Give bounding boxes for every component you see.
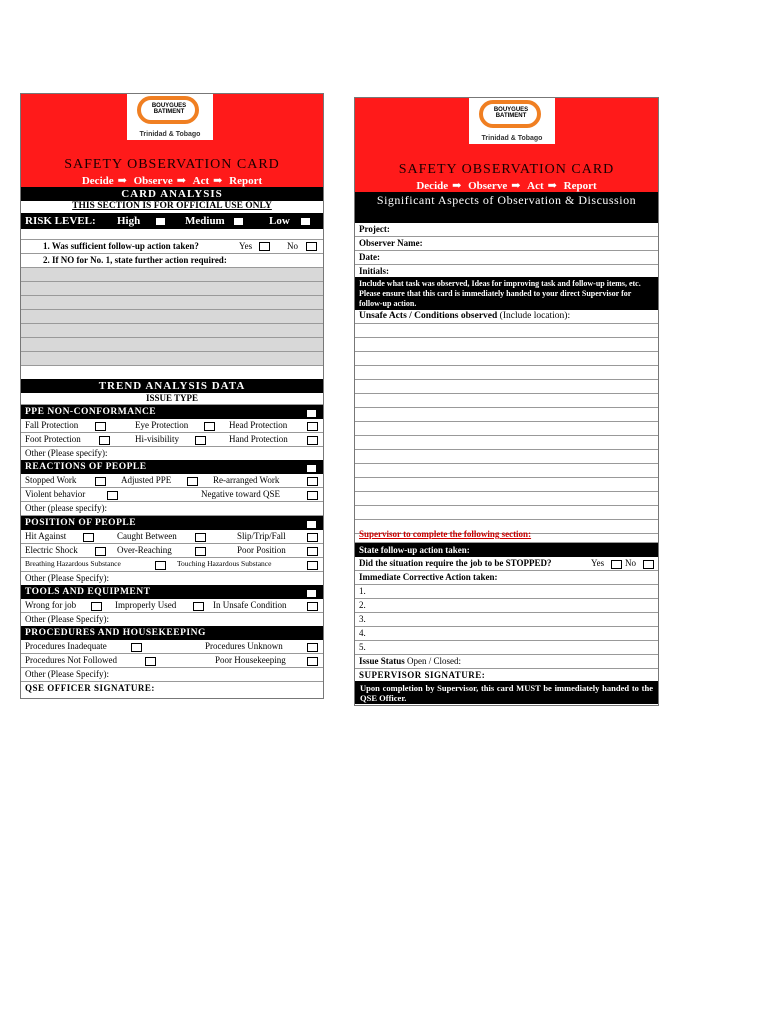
logo-location: Trinidad & Tobago	[139, 131, 201, 138]
step-report: Report	[563, 180, 597, 192]
question-2: 2. If NO for No. 1, state further action required:	[43, 255, 227, 265]
slip-trip-fall-label: Slip/Trip/Fall	[237, 531, 286, 541]
procedures-unknown-label: Procedures Unknown	[205, 641, 283, 651]
hand-protection-label: Hand Protection	[229, 434, 288, 444]
action-line[interactable]	[21, 338, 323, 352]
observation-line[interactable]	[355, 380, 658, 394]
breathing-hazardous-label: Breathing Hazardous Substance	[25, 559, 121, 568]
corrective-label: Immediate Corrective Action taken:	[359, 572, 498, 582]
steps	[21, 174, 323, 187]
observation-line[interactable]	[355, 338, 658, 352]
corrective-item-5[interactable]	[355, 641, 658, 655]
caught-between-label: Caught Between	[117, 531, 177, 541]
stopped-work-label: Stopped Work	[25, 475, 77, 485]
risk-low-checkbox[interactable]	[300, 217, 311, 226]
violent-behavior-checkbox[interactable]	[107, 491, 118, 500]
poor-housekeeping-label: Poor Housekeeping	[215, 655, 286, 665]
corrective-item-3[interactable]	[355, 613, 658, 627]
hand-protection-checkbox[interactable]	[307, 436, 318, 445]
arrow-right-icon: ➡	[547, 180, 557, 192]
electric-shock-checkbox[interactable]	[95, 547, 106, 556]
arrow-right-icon: ➡	[511, 180, 521, 192]
step-act: Act	[527, 180, 544, 192]
logo-text: BOUYGUES BATIMENT	[151, 103, 187, 115]
action-line[interactable]	[21, 296, 323, 310]
reactions-row-1	[21, 474, 323, 488]
card-analysis-heading: CARD ANALYSIS	[21, 187, 323, 201]
over-reaching-label: Over-Reaching	[117, 545, 172, 555]
q1-yes-label: Yes	[239, 241, 253, 251]
touching-hazardous-checkbox[interactable]	[307, 561, 318, 570]
arrow-right-icon: ➡	[117, 175, 127, 187]
observation-line[interactable]	[355, 366, 658, 380]
foot-protection-checkbox[interactable]	[99, 436, 110, 445]
stopped-question-row	[355, 557, 658, 571]
position-heading	[21, 516, 323, 530]
corrective-item-2[interactable]	[355, 599, 658, 613]
risk-low-label: Low	[269, 215, 290, 227]
corrective-row	[355, 571, 658, 585]
unsafe-acts-rest: (Include location):	[499, 311, 571, 321]
stopped-no-label: No	[625, 558, 636, 568]
issue-status-bold: Issue Status	[359, 656, 405, 666]
arrow-right-icon: ➡	[452, 180, 462, 192]
risk-high-label: High	[117, 215, 141, 227]
observation-line[interactable]	[355, 436, 658, 450]
ppe-checkbox[interactable]	[306, 409, 317, 418]
observation-line[interactable]	[355, 492, 658, 506]
q1-no-checkbox[interactable]	[306, 242, 317, 251]
logo-text: BOUYGUES BATIMENT	[493, 107, 529, 119]
significant-aspects-heading: Significant Aspects of Observation & Discussion	[355, 192, 658, 223]
eye-protection-checkbox[interactable]	[204, 422, 215, 431]
reactions-other-label: Other (please specify):	[25, 503, 107, 513]
official-use-note: THIS SECTION IS FOR OFFICIAL USE ONLY	[21, 201, 323, 214]
question-1-row	[21, 240, 323, 254]
over-reaching-checkbox[interactable]	[195, 547, 206, 556]
poor-position-label: Poor Position	[237, 545, 286, 555]
step-decide: Decide	[416, 180, 449, 192]
improperly-used-checkbox[interactable]	[193, 602, 204, 611]
item-number: 2.	[359, 600, 366, 610]
risk-level-row	[21, 213, 323, 229]
risk-label: RISK LEVEL:	[25, 215, 96, 227]
item-number: 4.	[359, 628, 366, 638]
observation-line[interactable]	[355, 464, 658, 478]
card-title: SAFETY OBSERVATION CARD	[398, 162, 615, 177]
hi-visibility-checkbox[interactable]	[195, 436, 206, 445]
tools-heading	[21, 585, 323, 599]
reactions-row-2	[21, 488, 323, 502]
unsafe-acts-row[interactable]	[355, 310, 658, 324]
eye-protection-label: Eye Protection	[135, 420, 189, 430]
rearranged-work-label: Re-arranged Work	[213, 475, 280, 485]
spacer-row	[21, 229, 323, 240]
procedures-title: PROCEDURES AND HOUSEKEEPING	[25, 628, 206, 638]
supervisor-signature-label: SUPERVISOR SIGNATURE:	[359, 670, 486, 680]
adjusted-ppe-checkbox[interactable]	[187, 477, 198, 486]
corrective-item-1[interactable]	[355, 585, 658, 599]
procedures-other-row[interactable]	[21, 668, 323, 682]
head-protection-checkbox[interactable]	[307, 422, 318, 431]
position-other-row[interactable]	[21, 572, 323, 586]
step-decide: Decide	[81, 175, 114, 187]
position-title: POSITION OF PEOPLE	[25, 518, 137, 528]
q1-yes-checkbox[interactable]	[259, 242, 270, 251]
unsafe-condition-checkbox[interactable]	[307, 602, 318, 611]
tools-other-row[interactable]	[21, 613, 323, 627]
question-1: 1. Was sufficient follow-up action taken?	[43, 241, 199, 251]
improperly-used-label: Improperly Used	[115, 600, 177, 610]
risk-medium-checkbox[interactable]	[233, 217, 244, 226]
procedures-other-label: Other (Please Specify):	[25, 669, 109, 679]
stopped-no-checkbox[interactable]	[643, 560, 654, 569]
ppe-row-2	[21, 433, 323, 447]
arrow-right-icon: ➡	[213, 175, 223, 187]
procedures-unknown-checkbox[interactable]	[307, 643, 318, 652]
risk-medium-label: Medium	[185, 215, 225, 227]
issue-type-label: ISSUE TYPE	[21, 393, 323, 405]
date-row[interactable]	[355, 251, 658, 265]
wrong-for-job-label: Wrong for job	[25, 600, 77, 610]
qse-signature-row[interactable]	[21, 682, 323, 696]
observer-label: Observer Name:	[359, 238, 423, 248]
bouygues-logo	[469, 98, 555, 144]
step-observe: Observe	[468, 180, 508, 192]
observation-card	[354, 97, 659, 706]
qse-signature-label: QSE OFFICER SIGNATURE:	[25, 683, 155, 693]
ppe-other-label: Other (Please specify):	[25, 448, 108, 458]
observation-line[interactable]	[355, 394, 658, 408]
ppe-other-row[interactable]	[21, 447, 323, 461]
position-row-2	[21, 544, 323, 558]
date-label: Date:	[359, 252, 380, 262]
card-header	[355, 98, 658, 192]
item-number: 3.	[359, 614, 366, 624]
caught-between-checkbox[interactable]	[195, 533, 206, 542]
procedures-not-followed-label: Procedures Not Followed	[25, 655, 117, 665]
observation-line[interactable]	[355, 422, 658, 436]
tools-row-1	[21, 599, 323, 613]
poor-position-checkbox[interactable]	[307, 547, 318, 556]
ppe-row-1	[21, 419, 323, 433]
tools-checkbox[interactable]	[306, 589, 317, 598]
stopped-work-checkbox[interactable]	[95, 477, 106, 486]
fall-protection-checkbox[interactable]	[95, 422, 106, 431]
rearranged-work-checkbox[interactable]	[307, 477, 318, 486]
action-line[interactable]	[21, 282, 323, 296]
trend-analysis-heading: TREND ANALYSIS DATA	[21, 379, 323, 393]
supervisor-note: Supervisor to complete the following section:	[359, 529, 532, 539]
tools-other-label: Other (Please Specify):	[25, 614, 109, 624]
step-act: Act	[192, 175, 210, 187]
reactions-other-row[interactable]	[21, 502, 323, 516]
observer-row[interactable]	[355, 237, 658, 251]
issue-status-label	[359, 656, 461, 666]
item-number: 1.	[359, 586, 366, 596]
observation-line[interactable]	[355, 408, 658, 422]
initials-label: Initials:	[359, 266, 390, 276]
poor-housekeeping-checkbox[interactable]	[307, 657, 318, 666]
negative-qse-label: Negative toward QSE	[201, 489, 280, 499]
adjusted-ppe-label: Adjusted PPE	[121, 475, 172, 485]
ppe-heading	[21, 405, 323, 419]
reactions-checkbox[interactable]	[306, 464, 317, 473]
hi-visibility-label: Hi-visibility	[135, 434, 180, 444]
completion-note: Upon completion by Supervisor, this card MUST be immediately handed to the QSE Officer.	[355, 681, 658, 704]
card-analysis-card	[20, 93, 324, 699]
observation-line[interactable]	[355, 478, 658, 492]
wrong-for-job-checkbox[interactable]	[91, 602, 102, 611]
step-observe: Observe	[133, 175, 173, 187]
instructions-box: Include what task was observed, Ideas for improving task and follow-up items, etc. Please ensure that this card is immediately handed to your direct Supervisor for follow-up action.	[355, 277, 658, 310]
procedures-not-followed-checkbox[interactable]	[145, 657, 156, 666]
procedures-row-1	[21, 640, 323, 654]
violent-behavior-label: Violent behavior	[25, 489, 86, 499]
project-row[interactable]	[355, 223, 658, 237]
procedures-inadequate-checkbox[interactable]	[131, 643, 142, 652]
item-number: 5.	[359, 642, 366, 652]
bouygues-logo	[127, 94, 213, 140]
supervisor-note-row	[355, 528, 658, 543]
position-other-label: Other (Please Specify):	[25, 573, 109, 583]
observation-line[interactable]	[355, 352, 658, 366]
head-protection-label: Head Protection	[229, 420, 288, 430]
touching-hazardous-label: Touching Hazardous Substance	[177, 559, 272, 568]
card-title: SAFETY OBSERVATION CARD	[64, 157, 280, 172]
stopped-yes-label: Yes	[591, 558, 605, 568]
state-followup-heading: State follow-up action taken:	[355, 543, 658, 557]
procedures-heading	[21, 626, 323, 640]
position-row-3	[21, 558, 323, 572]
logo-location: Trinidad & Tobago	[481, 135, 543, 142]
reactions-heading	[21, 460, 323, 474]
observation-line[interactable]	[355, 450, 658, 464]
breathing-hazardous-checkbox[interactable]	[155, 561, 166, 570]
reactions-title: REACTIONS OF PEOPLE	[25, 462, 147, 472]
procedures-inadequate-label: Procedures Inadequate	[25, 641, 107, 651]
position-row-1	[21, 530, 323, 544]
hit-against-label: Hit Against	[25, 531, 67, 541]
q1-no-label: No	[287, 241, 298, 251]
action-line[interactable]	[21, 268, 323, 282]
unsafe-acts-bold: Unsafe Acts / Conditions observed	[359, 311, 498, 321]
observation-line[interactable]	[355, 506, 658, 520]
arrow-right-icon: ➡	[176, 175, 186, 187]
question-2-row	[21, 254, 323, 268]
electric-shock-label: Electric Shock	[25, 545, 78, 555]
corrective-item-4[interactable]	[355, 627, 658, 641]
card-header	[21, 94, 323, 187]
risk-high-checkbox[interactable]	[155, 217, 166, 226]
position-checkbox[interactable]	[306, 520, 317, 529]
stopped-question: Did the situation require the job to be STOPPED?	[359, 558, 552, 568]
step-report: Report	[229, 175, 263, 187]
ppe-title: PPE NON-CONFORMANCE	[25, 407, 157, 417]
fall-protection-label: Fall Protection	[25, 420, 79, 430]
issue-status-rest: Open / Closed:	[407, 656, 462, 666]
issue-status-row[interactable]	[355, 655, 658, 668]
action-line[interactable]	[21, 352, 323, 366]
foot-protection-label: Foot Protection	[25, 434, 81, 444]
hit-against-checkbox[interactable]	[83, 533, 94, 542]
tools-title: TOOLS AND EQUIPMENT	[25, 587, 151, 597]
slip-trip-fall-checkbox[interactable]	[307, 533, 318, 542]
negative-qse-checkbox[interactable]	[307, 491, 318, 500]
observation-line[interactable]	[355, 324, 658, 338]
stopped-yes-checkbox[interactable]	[611, 560, 622, 569]
unsafe-acts-label	[359, 311, 570, 321]
procedures-row-2	[21, 654, 323, 668]
project-label: Project:	[359, 224, 390, 234]
action-line[interactable]	[21, 324, 323, 338]
steps	[355, 179, 658, 192]
action-line[interactable]	[21, 310, 323, 324]
unsafe-condition-label: In Unsafe Condition	[213, 600, 287, 610]
